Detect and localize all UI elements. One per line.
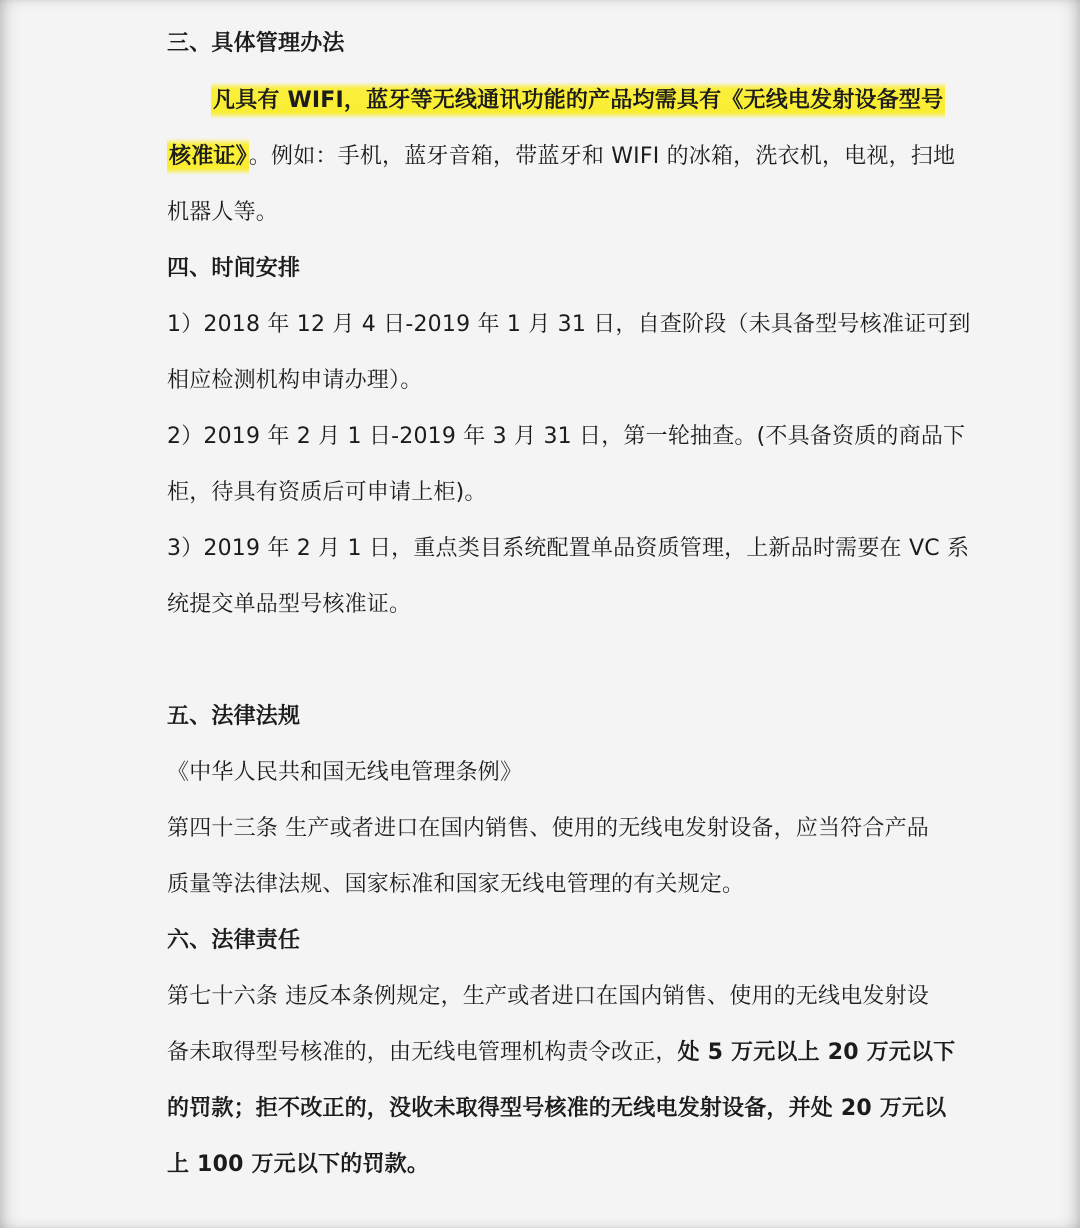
section-3-para-line-1	[167, 86, 945, 116]
penalty-text: 处 5 万元以上 20 万元以下	[677, 1040, 956, 1065]
highlighted-text: 凡具有 WIFI，蓝牙等无线通讯功能的产品均需具有《无线电发射设备型号	[211, 82, 945, 119]
article-76-line-2	[167, 1038, 955, 1068]
schedule-item-1-line-1: 1）2018 年 12 月 4 日-2019 年 1 月 31 日，自查阶段（未具备型号核准证可到	[167, 312, 971, 337]
article-76-line-4: 上 100 万元以下的罚款。	[167, 1152, 430, 1177]
section-6-heading: 六、法律责任	[167, 928, 301, 953]
section-3-para-line-3: 机器人等。	[167, 200, 279, 225]
section-5-heading: 五、法律法规	[167, 704, 301, 729]
article-76-line-3: 的罚款；拒不改正的，没收未取得型号核准的无线电发射设备，并处 20 万元以	[167, 1096, 947, 1121]
schedule-item-2-line-2: 柜，待具有资质后可申请上柜)。	[167, 480, 487, 505]
section-3-para-line-2	[167, 142, 955, 172]
schedule-item-2-line-1: 2）2019 年 2 月 1 日-2019 年 3 月 31 日，第一轮抽查。(不具备资质的商品下	[167, 424, 966, 449]
para-text: 。例如：手机，蓝牙音箱，带蓝牙和 WIFI 的冰箱，洗衣机，电视，扫地	[248, 144, 956, 169]
article-43-line-2: 质量等法律法规、国家标准和国家无线电管理的有关规定。	[167, 872, 745, 897]
section-3-heading: 三、具体管理办法	[167, 31, 345, 56]
schedule-item-1-line-2: 相应检测机构申请办理）。	[167, 368, 423, 393]
article-43-line-1: 第四十三条 生产或者进口在国内销售、使用的无线电发射设备，应当符合产品	[167, 816, 929, 841]
law-title: 《中华人民共和国无线电管理条例》	[167, 760, 523, 785]
schedule-item-3-line-1: 3）2019 年 2 月 1 日，重点类目系统配置单品资质管理，上新品时需要在 VC 系	[167, 536, 970, 561]
para-text: 备未取得型号核准的，由无线电管理机构责令改正，	[167, 1040, 678, 1065]
highlighted-text: 核准证》	[167, 138, 249, 175]
article-76-line-1: 第七十六条 违反本条例规定，生产或者进口在国内销售、使用的无线电发射设	[167, 984, 929, 1009]
schedule-item-3-line-2: 统提交单品型号核准证。	[167, 592, 412, 617]
section-4-heading: 四、时间安排	[167, 256, 301, 281]
